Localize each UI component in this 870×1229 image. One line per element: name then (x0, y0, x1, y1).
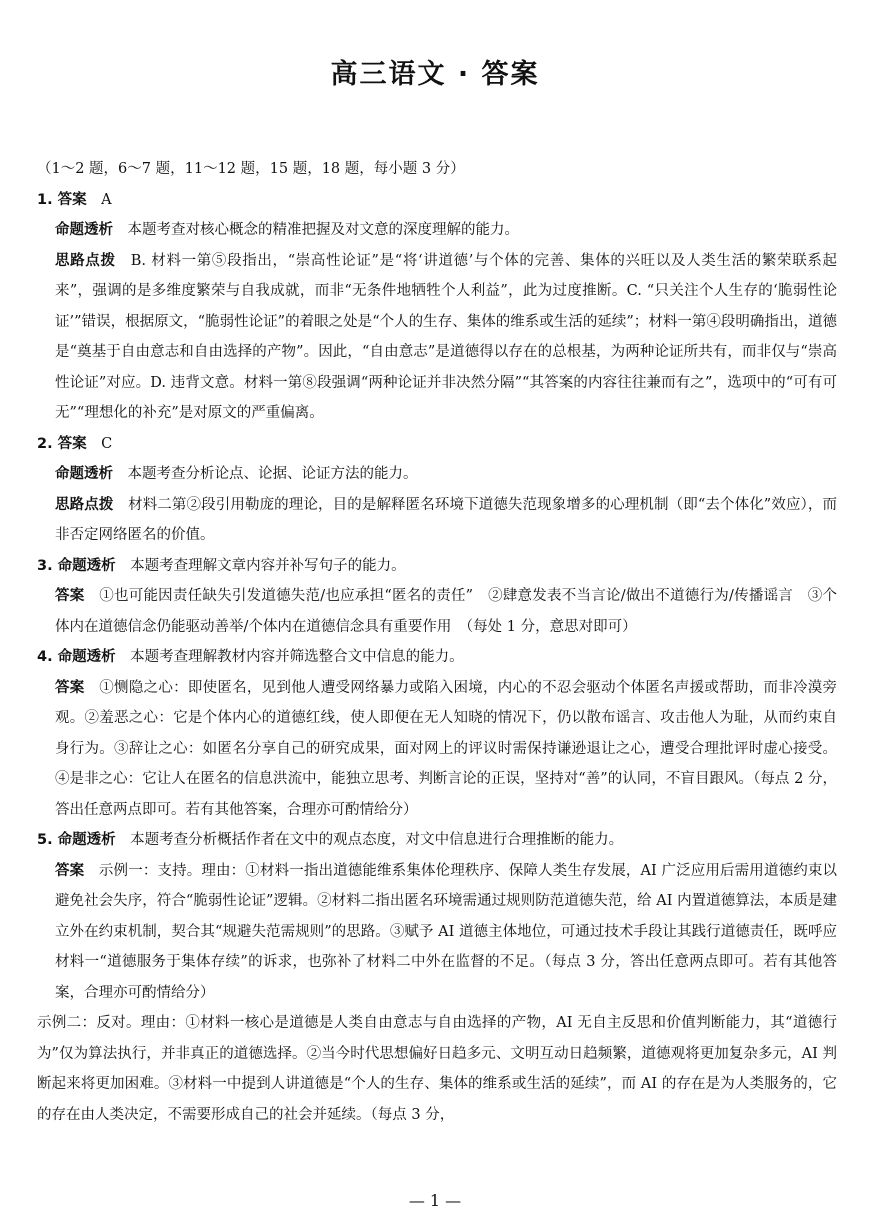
q5-answer-label: 答案 (55, 862, 85, 879)
q1-hint (37, 246, 837, 429)
q1-intent (37, 215, 837, 246)
q1-number: 1. (37, 191, 58, 208)
q1-answer-line (37, 185, 837, 216)
q4-intent-label: 命题透析 (57, 649, 116, 665)
q4-answer-text: ①恻隐之心：即使匿名，见到他人遭受网络暴力或陷入困境，内心的不忍会驱动个体匿名声援或帮助，而非冷漠旁观。②羞恶之心：它是个体内心的道德红线，使人即便在无人知晓的情况下，仍以散布谣言、攻击他人为耻，从而约束自身行为。③辞让之心：如匿名分享自己的研究成果，面对网上的评议时需保持谦逊退让之心，遭受合理批评时虚心接受。④是非之心：它让人在匿名的信息洪流中，能独立思考、判断言论的正误，坚持对“善”的认同，不盲目跟风。（每点 2 分，答出任意两点即可。若有其他答案，合理亦可酌情给分） (55, 679, 838, 818)
q1-hint-label: 思路点拨 (55, 252, 116, 269)
q2-number: 2. (37, 435, 58, 452)
q1-answer: A (101, 191, 112, 208)
q3-number: 3. (37, 557, 58, 574)
q1-answer-label: 答案 (57, 191, 87, 208)
q4-number: 4. (37, 649, 58, 665)
q5-intent-line (37, 825, 837, 856)
q4-answer-label: 答案 (55, 679, 85, 696)
page-number: — 1 — (408, 1191, 462, 1210)
answer-content (37, 154, 837, 1130)
q5-intent-label: 命题透析 (57, 832, 116, 848)
q4-intent-line (37, 642, 837, 673)
q2-answer-label: 答案 (57, 435, 87, 452)
q4-answer (37, 673, 837, 826)
q2-answer-line (37, 429, 837, 460)
q2-answer: C (101, 435, 113, 452)
q5-example-one (37, 856, 837, 1009)
page-title: 高三语文 · 答案 (330, 59, 540, 90)
q5-number: 5. (37, 832, 58, 848)
q5-example-two-text: 示例二：反对。理由：①材料一核心是道德是人类自由意志与自由选择的产物，AI 无自主反思和价值判断能力，其“道德行为”仅为算法执行，并非真正的道德选择。②当今时代思想偏好日趋多元、文明互动日趋频繁，道德观将更加复杂多元，AI 判断起来将更加困难。③材料一中提到人讲道德是“个人的生存、集体的维系或生活的延续”，而 AI 的存在是为人类服务的，它的存在由人类决定，不需要形成自己的社会并延续。（每点 3 分， (37, 1015, 837, 1123)
q3-intent-line (37, 551, 837, 582)
q2-hint-label: 思路点拨 (55, 496, 114, 513)
q5-example-two (37, 1008, 837, 1130)
q3-answer-label: 答案 (55, 588, 85, 604)
q3-answer-text: ①也可能因责任缺失引发道德失范/也应承担“匿名的责任” ②肆意发表不当言论/做出不道德行为/传播谣言 ③个体内在道德信念仍能驱动善举/个体内在道德信念具有重要作用 （每处 1 分，意思对即可） (55, 588, 838, 635)
q2-intent (37, 459, 837, 490)
q2-hint (37, 490, 837, 551)
q1-intent-label: 命题透析 (55, 222, 113, 238)
q2-hint-text: 材料二第②段引用勒庞的理论，目的是解释匿名环境下道德失范现象增多的心理机制（即“去个体化”效应），而非否定网络匿名的价值。 (55, 496, 838, 543)
q5-example-one-text: 示例一：支持。理由：①材料一指出道德能维系集体伦理秩序、保障人类生存发展，AI 广泛应用后需用道德约束以避免社会失序，符合“脆弱性论证”逻辑。②材料二指出匿名环境需通过规则防范道德失范，给 AI 内置道德算法，本质是建立外在约束机制，契合其“规避失范需规则”的思路。③赋予 AI 道德主体地位，可通过技术手段让其践行道德责任，既呼应材料一“道德服务于集体存续”的诉求，也弥补了材料二中外在监督的不足。（每点 3 分，答出任意两点即可。若有其他答案，合理亦可酌情给分） (55, 862, 837, 1001)
q3-intent-text: 本题考查理解文章内容并补写句子的能力。 (130, 557, 406, 574)
q3-answer (37, 581, 837, 642)
q1-intent-text: 本题考查对核心概念的精准把握及对文意的深度理解的能力。 (127, 222, 519, 238)
q5-intent-text: 本题考查分析概括作者在文中的观点态度，对文中信息进行合理推断的能力。 (130, 832, 624, 848)
q3-intent-label: 命题透析 (57, 557, 116, 574)
question-scope: （1～2 题，6～7 题，11～12 题，15 题，18 题，每小题 3 分） (37, 161, 465, 177)
q4-intent-text: 本题考查理解教材内容并筛选整合文中信息的能力。 (130, 649, 464, 665)
q2-intent-label: 命题透析 (55, 466, 113, 482)
q2-intent-text: 本题考查分析论点、论据、论证方法的能力。 (127, 466, 418, 482)
q1-hint-text: B. 材料一第⑤段指出，“崇高性论证”是“将‘讲道德’与个体的完善、集体的兴旺以及人类生活的繁荣联系起来”，强调的是多维度繁荣与自我成就，而非“无条件地牺牲个人利益”，此为过度推断。C. “只关注个人生存的‘脆弱性论证’”错误，根据原文，“脆弱性论证”的着眼之处是“个人的生存、集体的维系或生活的延续”；材料一第④段明确指出，道德是“奠基于自由意志和自由选择的产物”。因此，“自由意志”是道德得以存在的总根基，为两种论证所共有，而非仅与“崇高性论证”对应。D. 违背文意。材料一第⑧段强调“两种论证并非决然分隔”“其答案的内容往往兼而有之”，选项中的“可有可无”“理想化的补充”是对原文的严重偏离。 (55, 252, 838, 421)
